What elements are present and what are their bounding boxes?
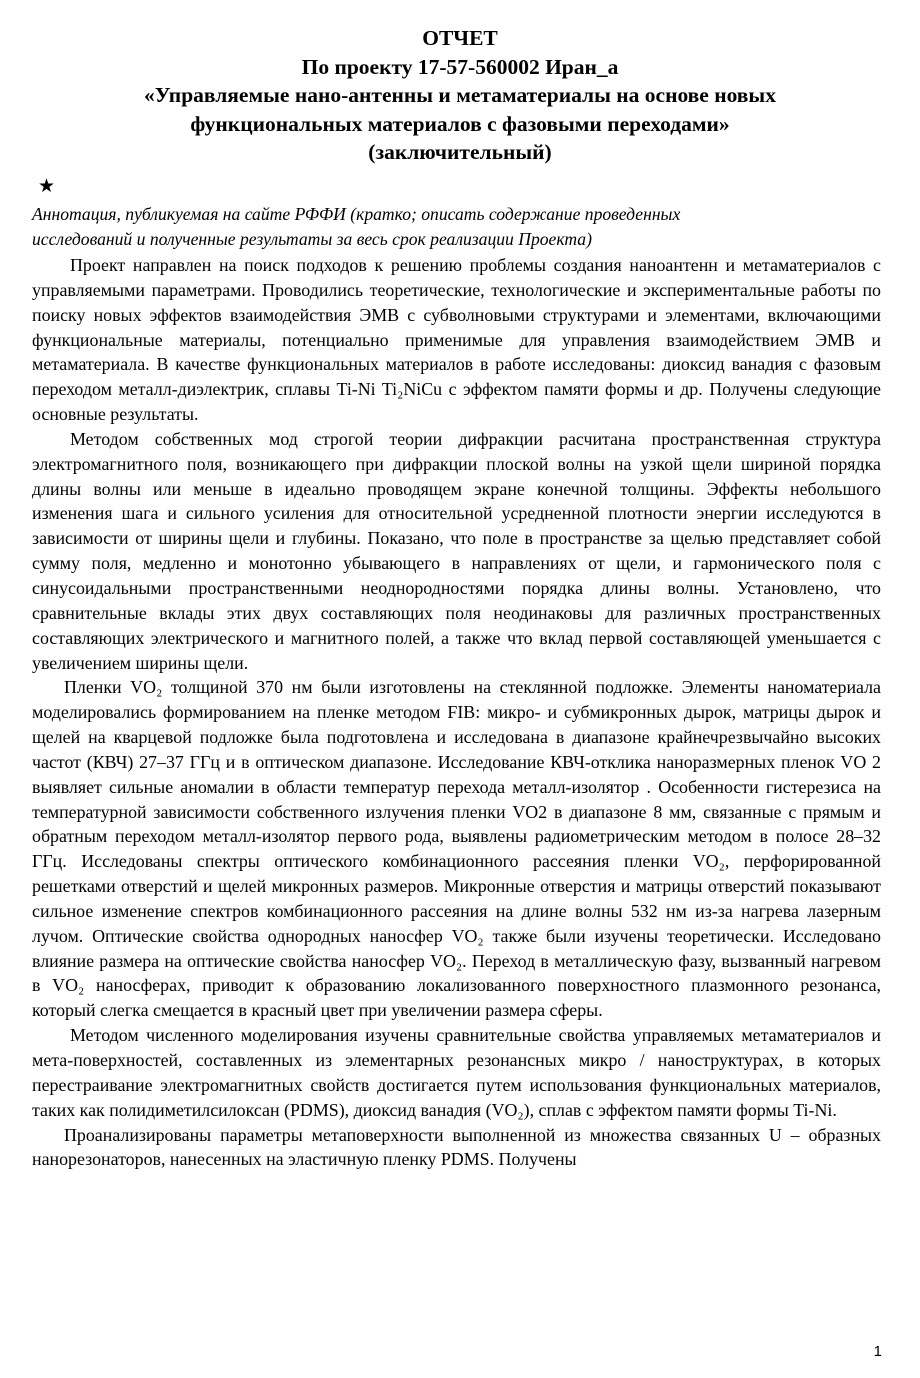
title-line-project-name-2: функциональных материалов с фазовыми переходами» (190, 111, 730, 136)
title-line-report: ОТЧЕТ (422, 26, 498, 50)
paragraph-metasurface: Проанализированы параметры метаповерхности выполненной из множества связанных U – образных нанорезонаторов, нанесенных на эластичную пленку PDMS. Получены (32, 1124, 881, 1170)
paragraph-metamaterials: Методом численного моделирования изучены сравнительные свойства управляемых метаматериалов и мета-поверхностей, составленных из элементарных резонансных микро / наноструктурах, в которых перестраивание электромагнитных свойств достигается путем использования функциональных материалов, таких как полидиметилсилоксан (PDMS), диоксид ванадия (VO₂), сплав с эффектом памяти формы Ti-Ni. (32, 1025, 881, 1120)
page-number: 1 (873, 1343, 882, 1360)
title-line-project-number: По проекту 17-57-560002 Иран_а (301, 54, 619, 79)
star-icon: ★ (38, 176, 56, 197)
title-line-report-type: (заключительный) (368, 140, 552, 164)
report-body (32, 253, 881, 1172)
title-line-project-name-1: «Управляемые нано-антенны и метаматериалы на основе новых (144, 83, 776, 107)
report-title (0, 24, 920, 167)
paragraph-diffraction: Методом собственных мод строгой теории дифракции расчитана пространственная структура электромагнитного поля, возникающего при дифракции плоской волны на узкой щели шириной порядка длины волны или меньше в идеально проводящем экране конечной толщины. Эффекты небольшого изменения шага и сильного усиления для относительной усредненной плотности энергии исследуются в зависимости от ширины щели и глубины. Показано, что поле в пространстве за щелью представляет собой сумму поля, медленно и монотонно убывающего в направлениях от щели, и гармонического поля с синусоидальными пространственными неоднородностями порядка длины волны. Установлено, что сравнительные вклады этих двух составляющих поля неодинаковы для различных пространственных составляющих электрического и магнитного полей, а также что вклад первой составляющей уменьшается с увеличением ширины щели. (32, 428, 881, 673)
annotation-line-2: исследований и полученные результаты за весь срок реализации Проекта) (32, 228, 592, 249)
annotation-line-1: Аннотация, публикуемая на сайте РФФИ (кратко; описать содержание проведенных (32, 204, 681, 224)
annotation-heading (32, 202, 888, 252)
paragraph-project-goal: Проект направлен на поиск подходов к решению проблемы создания наноантенн и метаматериалов с управляемыми параметрами. Проводились теоретические, технологические и экспериментальные работы по поиску новых эффектов взаимодействия ЭМВ с субволновыми структурами и элементами, включающими функциональные материалы, потенциально применимые для управления взаимодействием ЭМВ и метаматериала. В качестве функциональных материалов в работе исследованы: диоксид ванадия с фазовым переходом металл-диэлектрик, сплавы Ti-Ni Ti₂NiCu с эффектом памяти формы и др. Получены следующие основные результаты. (32, 255, 881, 425)
paragraph-vo2-films: Пленки VO₂ толщиной 370 нм были изготовлены на стеклянной подложке. Элементы наноматериала моделировались формированием на пленке методом FIB: микро- и субмикронных дырок, матрицы дырок и щелей на кварцевой подложке была подготовлена и исследована в диапазоне крайнечрезвычайно высоких частот (КВЧ) 27–37 ГГц и в оптическом диапазоне. Исследование КВЧ-отклика наноразмерных пленок VO 2 выявляет сильные аномалии в области температур перехода металл-изолятор . Особенности гистерезиса на температурной зависимости собственного излучения пленки VO2 в диапазоне 8 мм, связанные с прямым и обратным переходом металл-изолятор первого рода, выявлены радиометрическим методом в полосе 28–32 ГГц. Исследованы спектры оптического комбинационного рассеяния пленки VO₂, перфорированной решетками отверстий и щелей микронных размеров. Микронные отверстия и матрицы отверстий показывают сильное изменение спектров комбинационного рассеяния на длине волны 532 нм из-за нагрева лазерным лучом. Оптические свойства однородных наносфер VO₂ также были изучены теоретически. Исследовано влияние размера на оптические свойства наносфер VO₂. Переход в металлическую фазу, вызванный нагревом в VO₂ наносферах, приводит к образованию локализованного поверхностного плазмонного резонанса, который слегка смещается в красный цвет при увеличении размера сферы. (32, 677, 881, 1021)
